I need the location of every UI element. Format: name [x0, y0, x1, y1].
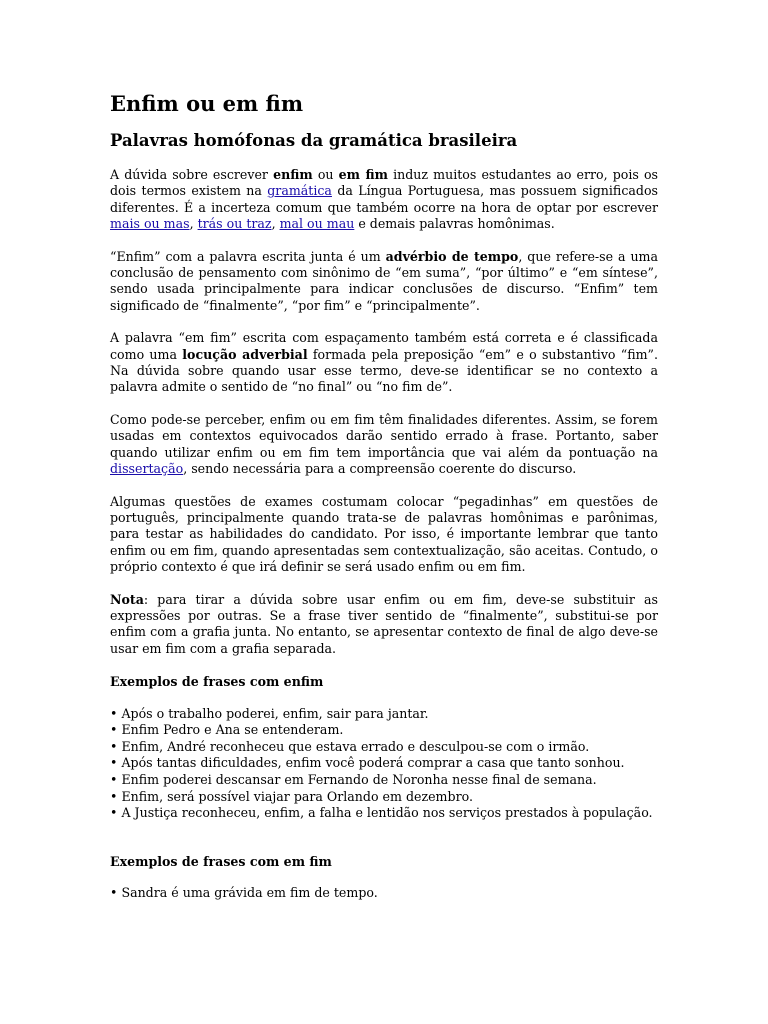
paragraph-note	[110, 592, 658, 658]
paragraph-comparison	[110, 412, 658, 478]
examples-em-fim-heading: Exemplos de frases com em fim	[110, 853, 332, 869]
bold-term: enfim	[273, 167, 313, 182]
list-item: • A Justiça reconheceu, enfim, a falha e lentidão nos serviços prestados à população.	[110, 805, 658, 822]
examples-enfim-heading: Exemplos de frases com enfim	[110, 674, 324, 690]
text-run: Como pode-se perceber, enfim ou em fim têm finalidades diferentes. Assim, se forem usadas em contextos equivocados darão sentido errado à frase. Portanto, saber quando utilizar enfim ou em fim tem importância que vai além da pontuação na	[110, 411, 658, 460]
text-run: ,	[271, 216, 280, 232]
text-run: formada pela preposição “em” e o substantivo “fim”. Na dúvida sobre quando usar esse termo, deve-se identificar se no contexto a palavra admite o sentido de “no final” ou “no fim de”.	[110, 346, 659, 395]
page-title: Enfim ou em fim	[110, 91, 304, 116]
link-tras-ou-traz[interactable]: trás ou traz	[197, 216, 272, 232]
bold-term: em fim	[338, 167, 388, 182]
examples-enfim-list	[110, 706, 658, 822]
paragraph-exams: Algumas questões de exames costumam colocar “pegadinhas” em questões de português, principalmente quando trata-se de palavras homônimas e parônimas, para testar as habilidades do candidato. Por isso, é importante lembrar que tanto enfim ou em fim, quando apresentadas sem contextualização, são aceitas. Contudo, o próprio contexto é que irá definir se será usado enfim ou em fim.	[110, 493, 658, 575]
text-run: ,	[189, 216, 198, 232]
list-item: • Enfim Pedro e Ana se entenderam.	[110, 722, 658, 739]
list-item: • Enfim poderei descansar em Fernando de Noronha nesse final de semana.	[110, 772, 658, 789]
list-item: • Após tantas dificuldades, enfim você poderá comprar a casa que tanto sonhou.	[110, 755, 658, 772]
page-subtitle: Palavras homófonas da gramática brasileira	[110, 131, 518, 150]
list-item: • Enfim, será possível viajar para Orlando em dezembro.	[110, 789, 658, 806]
text-run: A palavra “em fim” escrita com espaçamento também está correta e é classificada como uma	[110, 330, 658, 362]
examples-em-fim-list	[110, 885, 658, 902]
text-run: A dúvida sobre escrever	[110, 167, 274, 182]
bold-term: locução adverbial	[182, 346, 308, 362]
link-gramatica[interactable]: gramática	[267, 183, 332, 199]
link-dissertacao[interactable]: dissertação	[110, 461, 184, 477]
list-item: • Enfim, André reconheceu que estava errado e desculpou-se com o irmão.	[110, 739, 658, 756]
text-run: “Enfim” com a palavra escrita junta é um	[110, 248, 386, 264]
bold-term: advérbio de tempo	[385, 248, 519, 264]
text-run: da Língua Portuguesa, mas possuem significados diferentes. É a incerteza comum que também ocorre na hora de optar por escrever	[110, 183, 658, 215]
link-mal-ou-mau[interactable]: mal ou mau	[279, 216, 355, 232]
paragraph-enfim	[110, 249, 658, 315]
paragraph-intro	[110, 167, 658, 233]
text-run: e demais palavras homônimas.	[354, 216, 555, 232]
text-run: : para tirar a dúvida sobre usar enfim ou em fim, deve-se substituir as expressões por outras. Se a frase tiver sentido de “finalmente”, substitui-se por enfim com a grafia junta. No entanto, se apresentar contexto de final de algo deve-se usar em fim com a grafia separada.	[110, 591, 658, 656]
paragraph-em-fim	[110, 330, 658, 396]
text-run: ou	[312, 167, 339, 182]
text-run: induz muitos estudantes ao erro, pois os dois termos existem na	[110, 167, 659, 199]
note-label: Nota	[110, 591, 144, 607]
list-item: • Sandra é uma grávida em fim de tempo.	[110, 885, 658, 902]
text-run: , que refere-se a uma conclusão de pensamento com sinônimo de “em suma”, “por último” e “em síntese”, sendo usada principalmente para indicar conclusões de discurso. “Enfim” tem significado de “finalmente”, “por fim” e “principalmente”.	[110, 248, 659, 313]
list-item: • Após o trabalho poderei, enfim, sair para jantar.	[110, 706, 658, 723]
link-mais-ou-mas[interactable]: mais ou mas	[110, 216, 190, 232]
text-run: , sendo necessária para a compreensão coerente do discurso.	[183, 461, 577, 477]
